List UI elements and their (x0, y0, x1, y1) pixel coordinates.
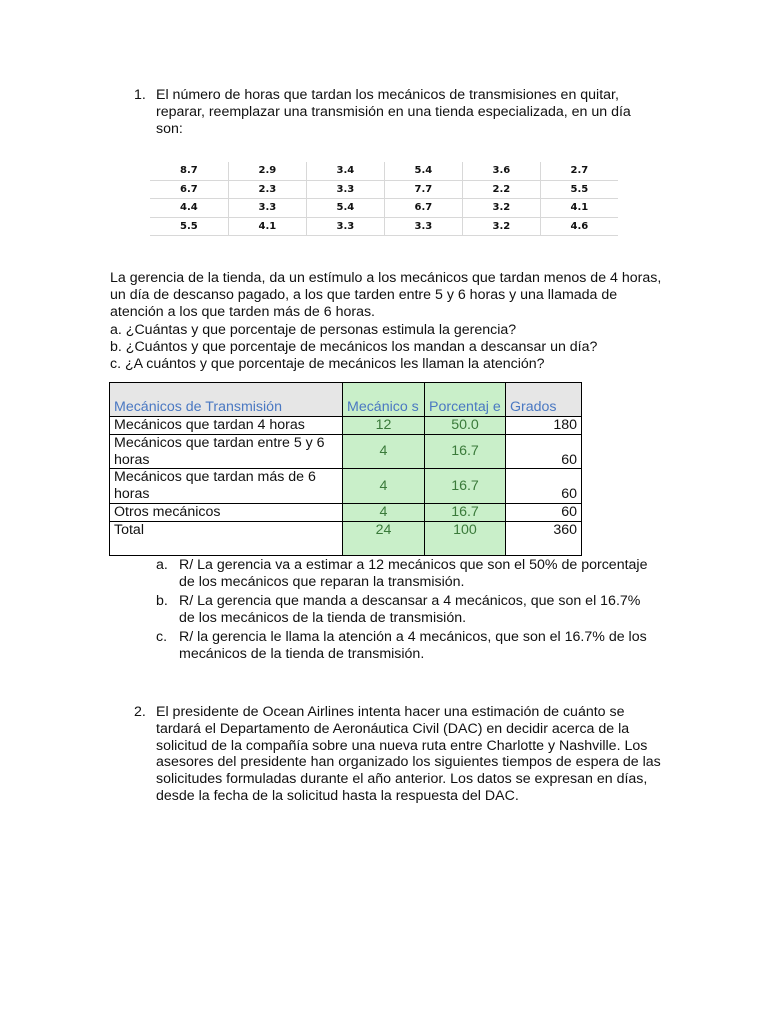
row-label: Mecánicos que tardan más de 6 horas (110, 469, 343, 504)
table-cell: 3.3 (306, 217, 384, 236)
table-cell: 3.3 (228, 199, 306, 218)
table-cell: 16.7 (425, 434, 506, 469)
sub-question-b: b. ¿Cuántos y que porcentaje de mecánicos los mandan a descansar un día? (110, 338, 598, 355)
list-item (156, 628, 649, 663)
table-cell: 50.0 (425, 417, 506, 435)
answer-letter: b. (156, 592, 168, 609)
table-cell: 5.4 (384, 162, 462, 180)
table-row (150, 217, 618, 236)
question-1-number: 1. (134, 87, 146, 103)
table-cell: 4.1 (228, 217, 306, 236)
table-cell: 4 (343, 469, 425, 504)
table-row (110, 469, 582, 504)
question-2 (134, 704, 666, 805)
problem-paragraph: La gerencia de la tienda, da un estímulo a los mecánicos que tardan menos de 4 horas, un día de descanso pagado, a los que tarden entre 5 y 6 horas y una llamada de atención a los que tarden más de 6 horas. (110, 270, 662, 321)
table-cell: 4 (343, 434, 425, 469)
answer-text: R/ La gerencia va a estimar a 12 mecánicos que son el 50% de porcentaje de los mecánicos que reparan la transmisión. (179, 557, 648, 591)
answer-text: R/ la gerencia le llama la atención a 4 mecánicos, que son el 16.7% de los mecánicos de la tienda de transmisión. (179, 628, 647, 663)
row-label: Total (110, 521, 343, 555)
column-header: Grados (506, 383, 582, 417)
column-header: Porcentaj e (425, 383, 506, 417)
table-cell: 5.5 (150, 217, 228, 236)
table-cell: 4.1 (540, 199, 618, 218)
table-cell: 16.7 (425, 503, 506, 521)
table-cell: 100 (425, 521, 506, 555)
table-cell: 2.2 (462, 180, 540, 199)
sub-question-a: a. ¿Cuántas y que porcentaje de personas estimula la gerencia? (110, 321, 517, 338)
question-1-text: El número de horas que tardan los mecánicos de transmisiones en quitar, reparar, reemplazar una transmisión en una tienda especializada, en un día son: (156, 87, 631, 137)
table-cell: 5.4 (306, 199, 384, 218)
answers-list (156, 557, 649, 665)
table-row (150, 199, 618, 218)
answer-letter: c. (156, 628, 168, 645)
table-cell: 3.3 (306, 180, 384, 199)
table-cell: 4.4 (150, 199, 228, 218)
question-1 (134, 87, 661, 137)
sub-question-c: c. ¿A cuántos y que porcentaje de mecánicos les llaman la atención? (110, 356, 545, 373)
answer-letter: a. (156, 557, 168, 573)
table-cell: 6.7 (384, 199, 462, 218)
table-cell: 4.6 (540, 217, 618, 236)
table-cell: 60 (506, 503, 582, 521)
hours-data-table (150, 162, 618, 236)
table-cell: 7.7 (384, 180, 462, 199)
table-row (150, 180, 618, 199)
table-cell: 8.7 (150, 162, 228, 180)
total-row (110, 521, 582, 555)
list-item (156, 592, 649, 627)
table-cell: 2.9 (228, 162, 306, 180)
row-label: Otros mecánicos (110, 503, 343, 521)
table-cell: 180 (506, 417, 582, 435)
table-cell: 60 (506, 469, 582, 504)
table-cell: 3.3 (384, 217, 462, 236)
table-row (110, 417, 582, 435)
table-cell: 3.6 (462, 162, 540, 180)
table-cell: 16.7 (425, 469, 506, 504)
question-2-text: El presidente de Ocean Airlines intenta hacer una estimación de cuánto se tardará el Departamento de Aeronáutica Civil (DAC) en decidir acerca de la solicitud de la compañía sobre una nueva ruta entre Charlotte y Nashville. Los asesores del presidente han organizado los siguientes tiempos de espera de las solicitudes formuladas durante el año anterior. Los datos se expresan en días, desde la fecha de la solicitud hasta la respuesta del DAC. (156, 704, 661, 804)
table-cell: 12 (343, 417, 425, 435)
table-cell: 3.4 (306, 162, 384, 180)
problem-statement (110, 270, 670, 373)
column-header: Mecánicos de Transmisión (110, 383, 343, 417)
table-cell: 24 (343, 521, 425, 555)
table-cell: 6.7 (150, 180, 228, 199)
answer-text: R/ La gerencia que manda a descansar a 4 mecánicos, que son el 16.7% de los mecánicos de la tienda de transmisión. (179, 592, 641, 627)
row-label: Mecánicos que tardan entre 5 y 6 horas (110, 434, 343, 469)
column-header: Mecánico s (343, 383, 425, 417)
table-cell: 3.2 (462, 217, 540, 236)
table-cell: 2.3 (228, 180, 306, 199)
table-row (150, 162, 618, 180)
table-row (110, 434, 582, 469)
table-cell: 60 (506, 434, 582, 469)
table-cell: 2.7 (540, 162, 618, 180)
table-cell: 360 (506, 521, 582, 555)
table-row (110, 503, 582, 521)
list-item (156, 557, 649, 591)
row-label: Mecánicos que tardan 4 horas (110, 417, 343, 435)
table-cell: 4 (343, 503, 425, 521)
question-2-number: 2. (134, 704, 146, 720)
table-cell: 5.5 (540, 180, 618, 199)
table-cell: 3.2 (462, 199, 540, 218)
table-header-row (110, 383, 582, 417)
summary-table (109, 382, 582, 556)
